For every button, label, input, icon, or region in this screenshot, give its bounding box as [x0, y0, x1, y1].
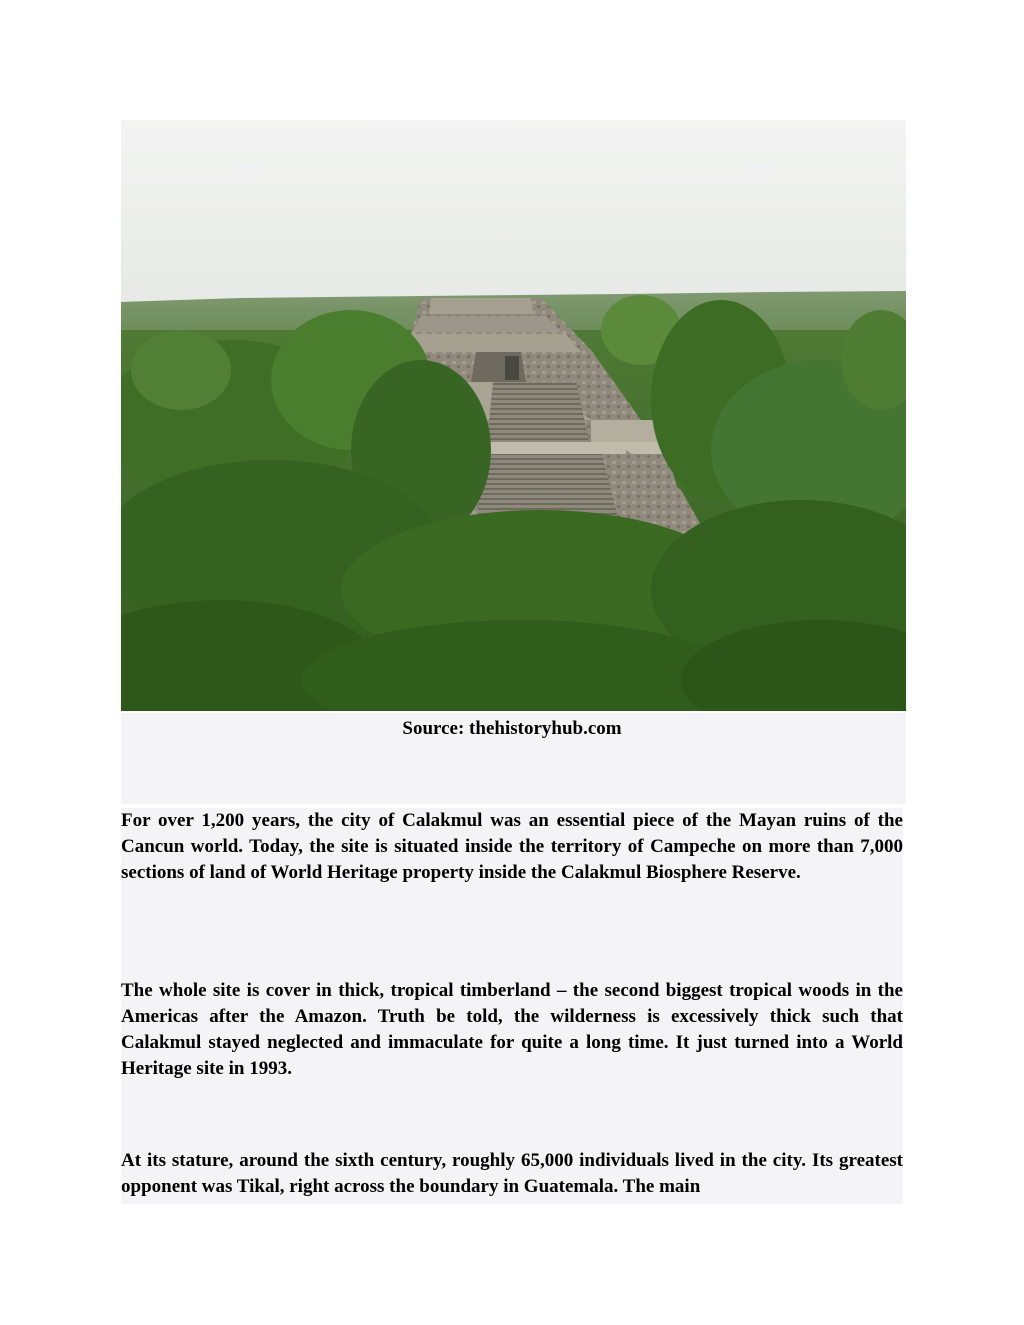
paragraph-1-gap-shade: [121, 886, 903, 978]
paragraph-population: At its stature, around the sixth century, roughly 65,000 individuals lived in the city. Its greatest opponent was Tikal, right across the boundary in Guatemala. The main: [121, 1150, 903, 1197]
calakmul-pyramid-photo: [121, 120, 906, 711]
paragraph-tropical-forest: The whole site is cover in thick, tropical timberland – the second biggest tropical woods in the Americas after the Amazon. Truth be told, the wilderness is excessively thick such that Calakmul stayed neglected and immaculate for quite a long time. It just turned into a World Heritage site in 1993.: [121, 980, 903, 1079]
sky: [121, 120, 906, 305]
paragraph-2-gap-shade: [121, 1082, 903, 1148]
image-caption: Source: thehistoryhub.com: [402, 718, 622, 739]
paragraph-calakmul-history: For over 1,200 years, the city of Calakmul was an essential piece of the Mayan ruins of the Cancun world. Today, the site is situated inside the territory of Campeche on more than 7,000 sections of land of World Heritage property inside the Calakmul Biosphere Reserve.: [121, 810, 903, 883]
